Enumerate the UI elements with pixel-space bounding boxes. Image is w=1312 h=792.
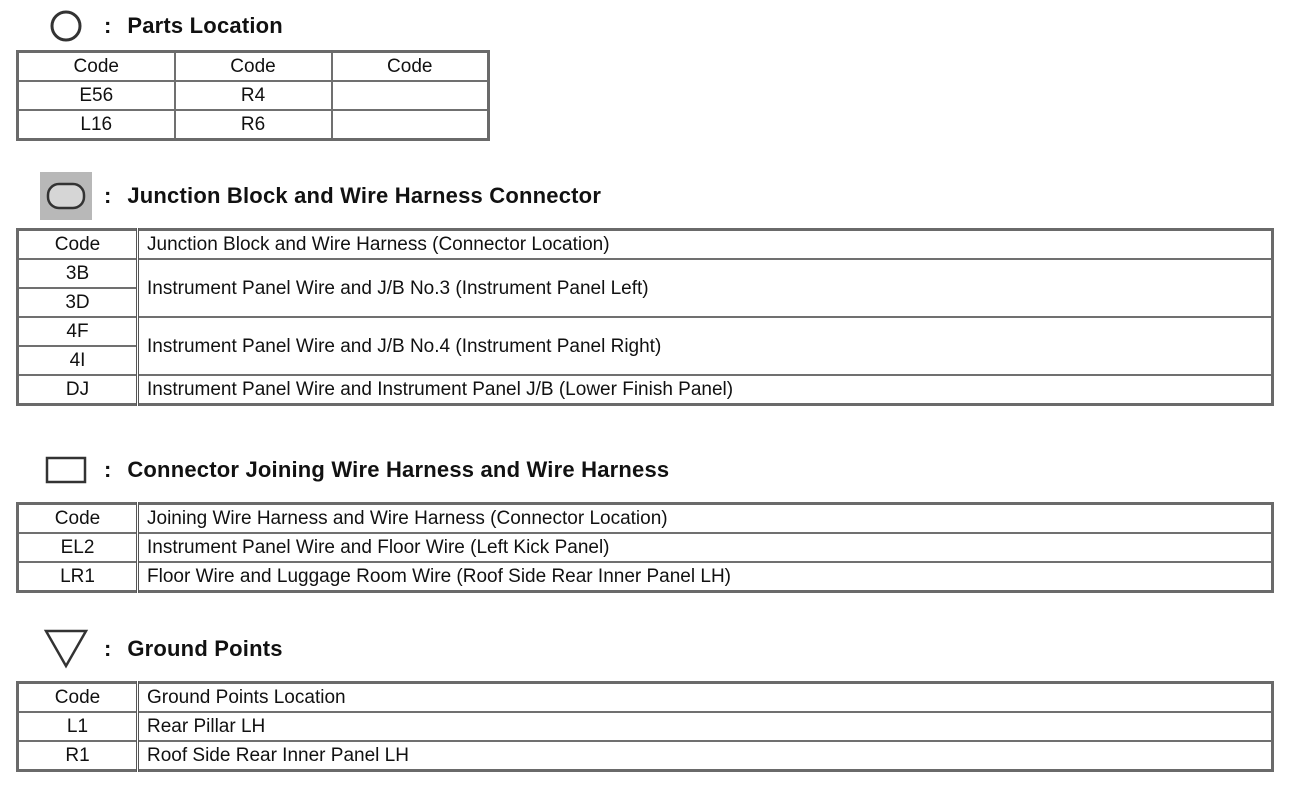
table-header-row: [18, 52, 489, 82]
rectangle-icon: [38, 450, 94, 490]
table-row: [18, 110, 489, 140]
code-cell: 3D: [18, 288, 138, 317]
code-cell: R6: [175, 110, 332, 140]
column-header-location: Joining Wire Harness and Wire Harness (Connector Location): [138, 504, 1273, 534]
location-cell: Instrument Panel Wire and J/B No.4 (Instrument Panel Right): [138, 317, 1273, 375]
table-row: [18, 712, 1273, 741]
code-cell: E56: [18, 81, 175, 110]
location-cell: Instrument Panel Wire and J/B No.3 (Instrument Panel Left): [138, 259, 1273, 317]
column-header-location: Ground Points Location: [138, 683, 1273, 713]
table-row: [18, 81, 489, 110]
table-row: [18, 741, 1273, 771]
location-cell: Roof Side Rear Inner Panel LH: [138, 741, 1273, 771]
colon: :: [104, 13, 112, 38]
section-title: Junction Block and Wire Harness Connector: [127, 183, 602, 208]
table-row: [18, 562, 1273, 592]
circle-icon: [38, 6, 94, 46]
column-header-location: Junction Block and Wire Harness (Connector Location): [138, 230, 1273, 260]
table-header-row: [18, 230, 1273, 260]
table-row: [18, 259, 1273, 288]
colon: :: [104, 636, 112, 661]
section-title: Connector Joining Wire Harness and Wire Harness: [127, 457, 670, 482]
shaded-oval-icon: [38, 176, 94, 216]
code-cell: R4: [175, 81, 332, 110]
column-header-code: Code: [18, 504, 138, 534]
ground-points-heading: [38, 629, 283, 669]
colon: :: [104, 183, 112, 208]
code-cell: L1: [18, 712, 138, 741]
table-header-row: [18, 683, 1273, 713]
code-cell: EL2: [18, 533, 138, 562]
code-cell: R1: [18, 741, 138, 771]
section-title: Ground Points: [127, 636, 283, 661]
location-cell: Rear Pillar LH: [138, 712, 1273, 741]
table-row: [18, 317, 1273, 346]
code-cell: LR1: [18, 562, 138, 592]
connector-joining-table: [16, 502, 1274, 593]
connector-joining-heading: [38, 450, 669, 490]
junction-block-table: [16, 228, 1274, 406]
section-title: Parts Location: [127, 13, 283, 38]
location-cell: Instrument Panel Wire and Floor Wire (Left Kick Panel): [138, 533, 1273, 562]
ground-points-table: [16, 681, 1274, 772]
column-header: Code: [18, 52, 175, 82]
column-header: Code: [332, 52, 489, 82]
table-row: [18, 533, 1273, 562]
triangle-down-icon: [38, 629, 94, 669]
parts-location-table: [16, 50, 490, 141]
code-cell: DJ: [18, 375, 138, 405]
code-cell: L16: [18, 110, 175, 140]
code-cell: [332, 81, 489, 110]
table-row: [18, 375, 1273, 405]
location-cell: Instrument Panel Wire and Instrument Panel J/B (Lower Finish Panel): [138, 375, 1273, 405]
column-header-code: Code: [18, 683, 138, 713]
column-header-code: Code: [18, 230, 138, 260]
junction-block-heading: [38, 176, 601, 216]
code-cell: 3B: [18, 259, 138, 288]
code-cell: 4F: [18, 317, 138, 346]
column-header: Code: [175, 52, 332, 82]
colon: :: [104, 457, 112, 482]
code-cell: 4I: [18, 346, 138, 375]
location-cell: Floor Wire and Luggage Room Wire (Roof Side Rear Inner Panel LH): [138, 562, 1273, 592]
code-cell: [332, 110, 489, 140]
parts-location-heading: [38, 6, 283, 46]
table-header-row: [18, 504, 1273, 534]
